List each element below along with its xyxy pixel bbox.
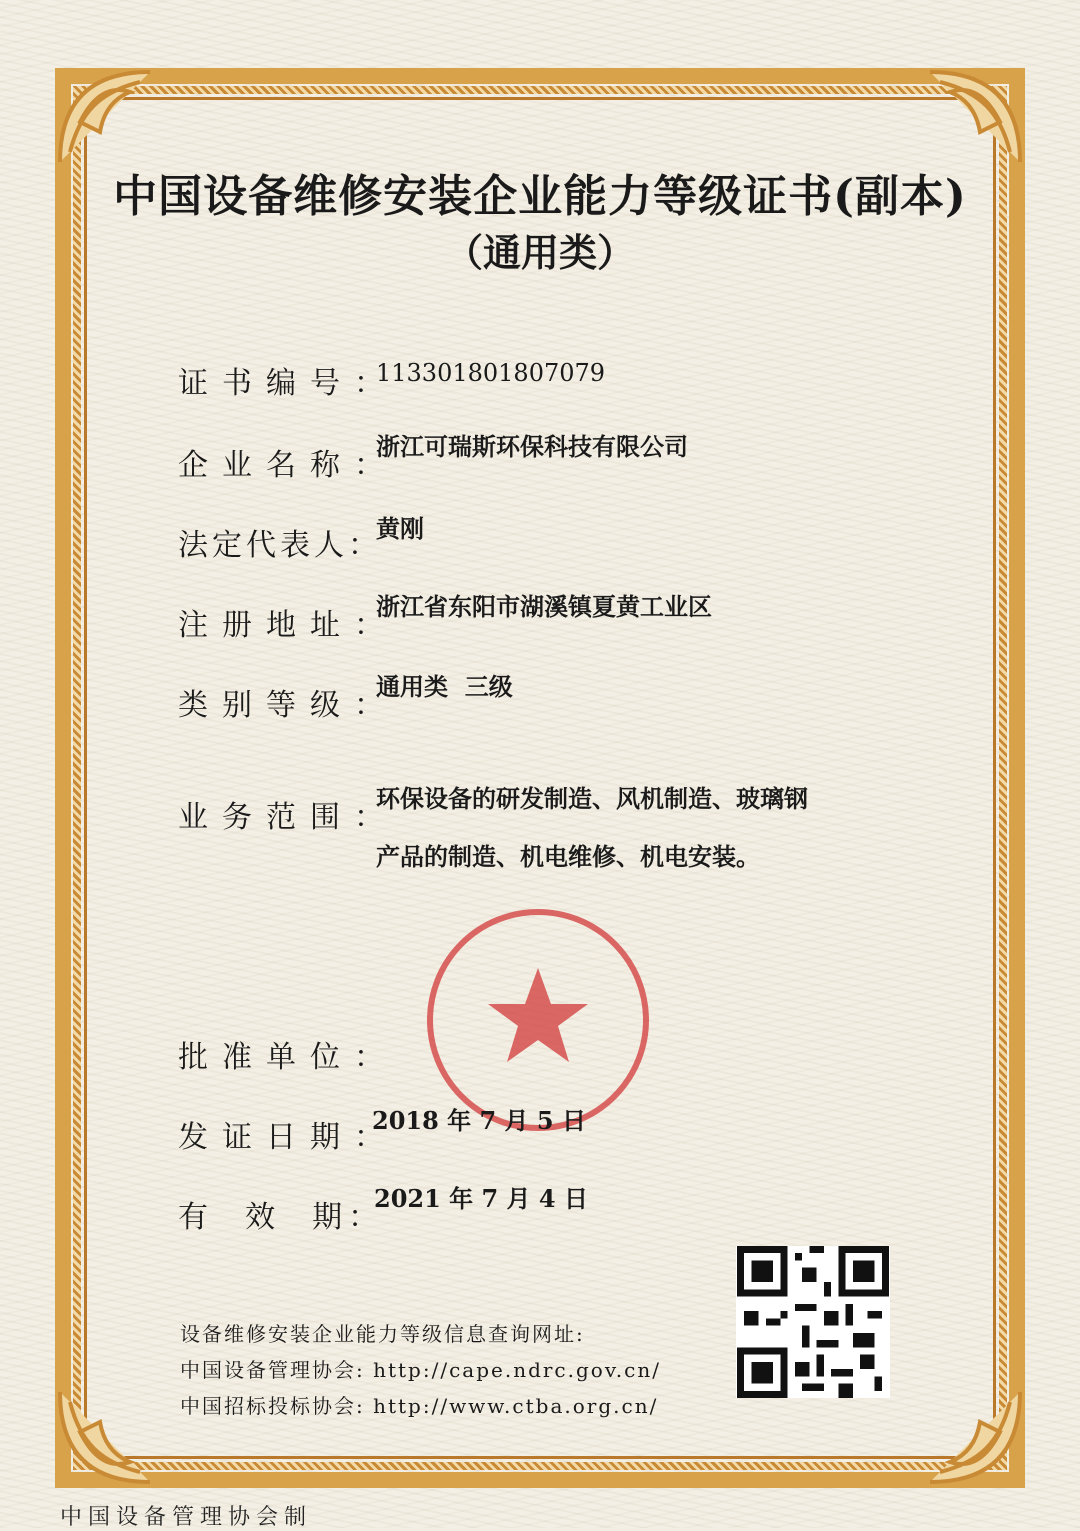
field-label: 批准单位： xyxy=(178,1040,398,1075)
field-value: 2021 年 7 月 4 日 xyxy=(374,1184,588,1213)
field-value-line1: 环保设备的研发制造、风机制造、玻璃钢 xyxy=(376,784,808,813)
field-label: 法定代表人： xyxy=(178,528,382,563)
verification-info xyxy=(180,1316,700,1424)
field-label: 企业名称： xyxy=(178,448,398,483)
certificate-title: 中国设备维修安装企业能力等级证书(副本) xyxy=(113,171,967,222)
certificate-subtitle: （通用类） xyxy=(444,230,635,275)
field-value: 2018 年 7 月 5 日 xyxy=(372,1106,586,1135)
field-value: 113301801807079 xyxy=(376,359,606,387)
field-value-line2: 产品的制造、机电维修、机电安装。 xyxy=(376,842,760,871)
field-value: 黄刚 xyxy=(376,514,424,543)
field-label: 类别等级： xyxy=(178,688,398,723)
issuer-note: 中国设备管理协会制 xyxy=(60,1505,313,1530)
field-label: 注册地址： xyxy=(178,608,398,643)
verification-heading: 设备维修安装企业能力等级信息查询网址: xyxy=(180,1322,585,1346)
field-value: 通用类 三级 xyxy=(376,672,513,701)
corner-ornament-icon xyxy=(50,1382,160,1492)
corner-ornament-icon xyxy=(50,62,160,172)
verification-url-ctba: 中国招标投标协会: http://www.ctba.org.cn/ xyxy=(180,1394,659,1418)
field-label: 证书编号： xyxy=(178,366,398,401)
verification-url-cape: 中国设备管理协会: http://cape.ndrc.gov.cn/ xyxy=(180,1358,661,1382)
field-label: 发证日期： xyxy=(178,1120,398,1155)
field-label: 业务范围： xyxy=(178,800,398,835)
field-value: 浙江可瑞斯环保科技有限公司 xyxy=(376,432,688,461)
qr-code-icon xyxy=(736,1246,890,1398)
corner-ornament-icon xyxy=(920,1382,1030,1492)
corner-ornament-icon xyxy=(920,62,1030,172)
field-value: 浙江省东阳市湖溪镇夏黄工业区 xyxy=(376,592,712,621)
field-label: 有 效 期： xyxy=(178,1200,385,1235)
